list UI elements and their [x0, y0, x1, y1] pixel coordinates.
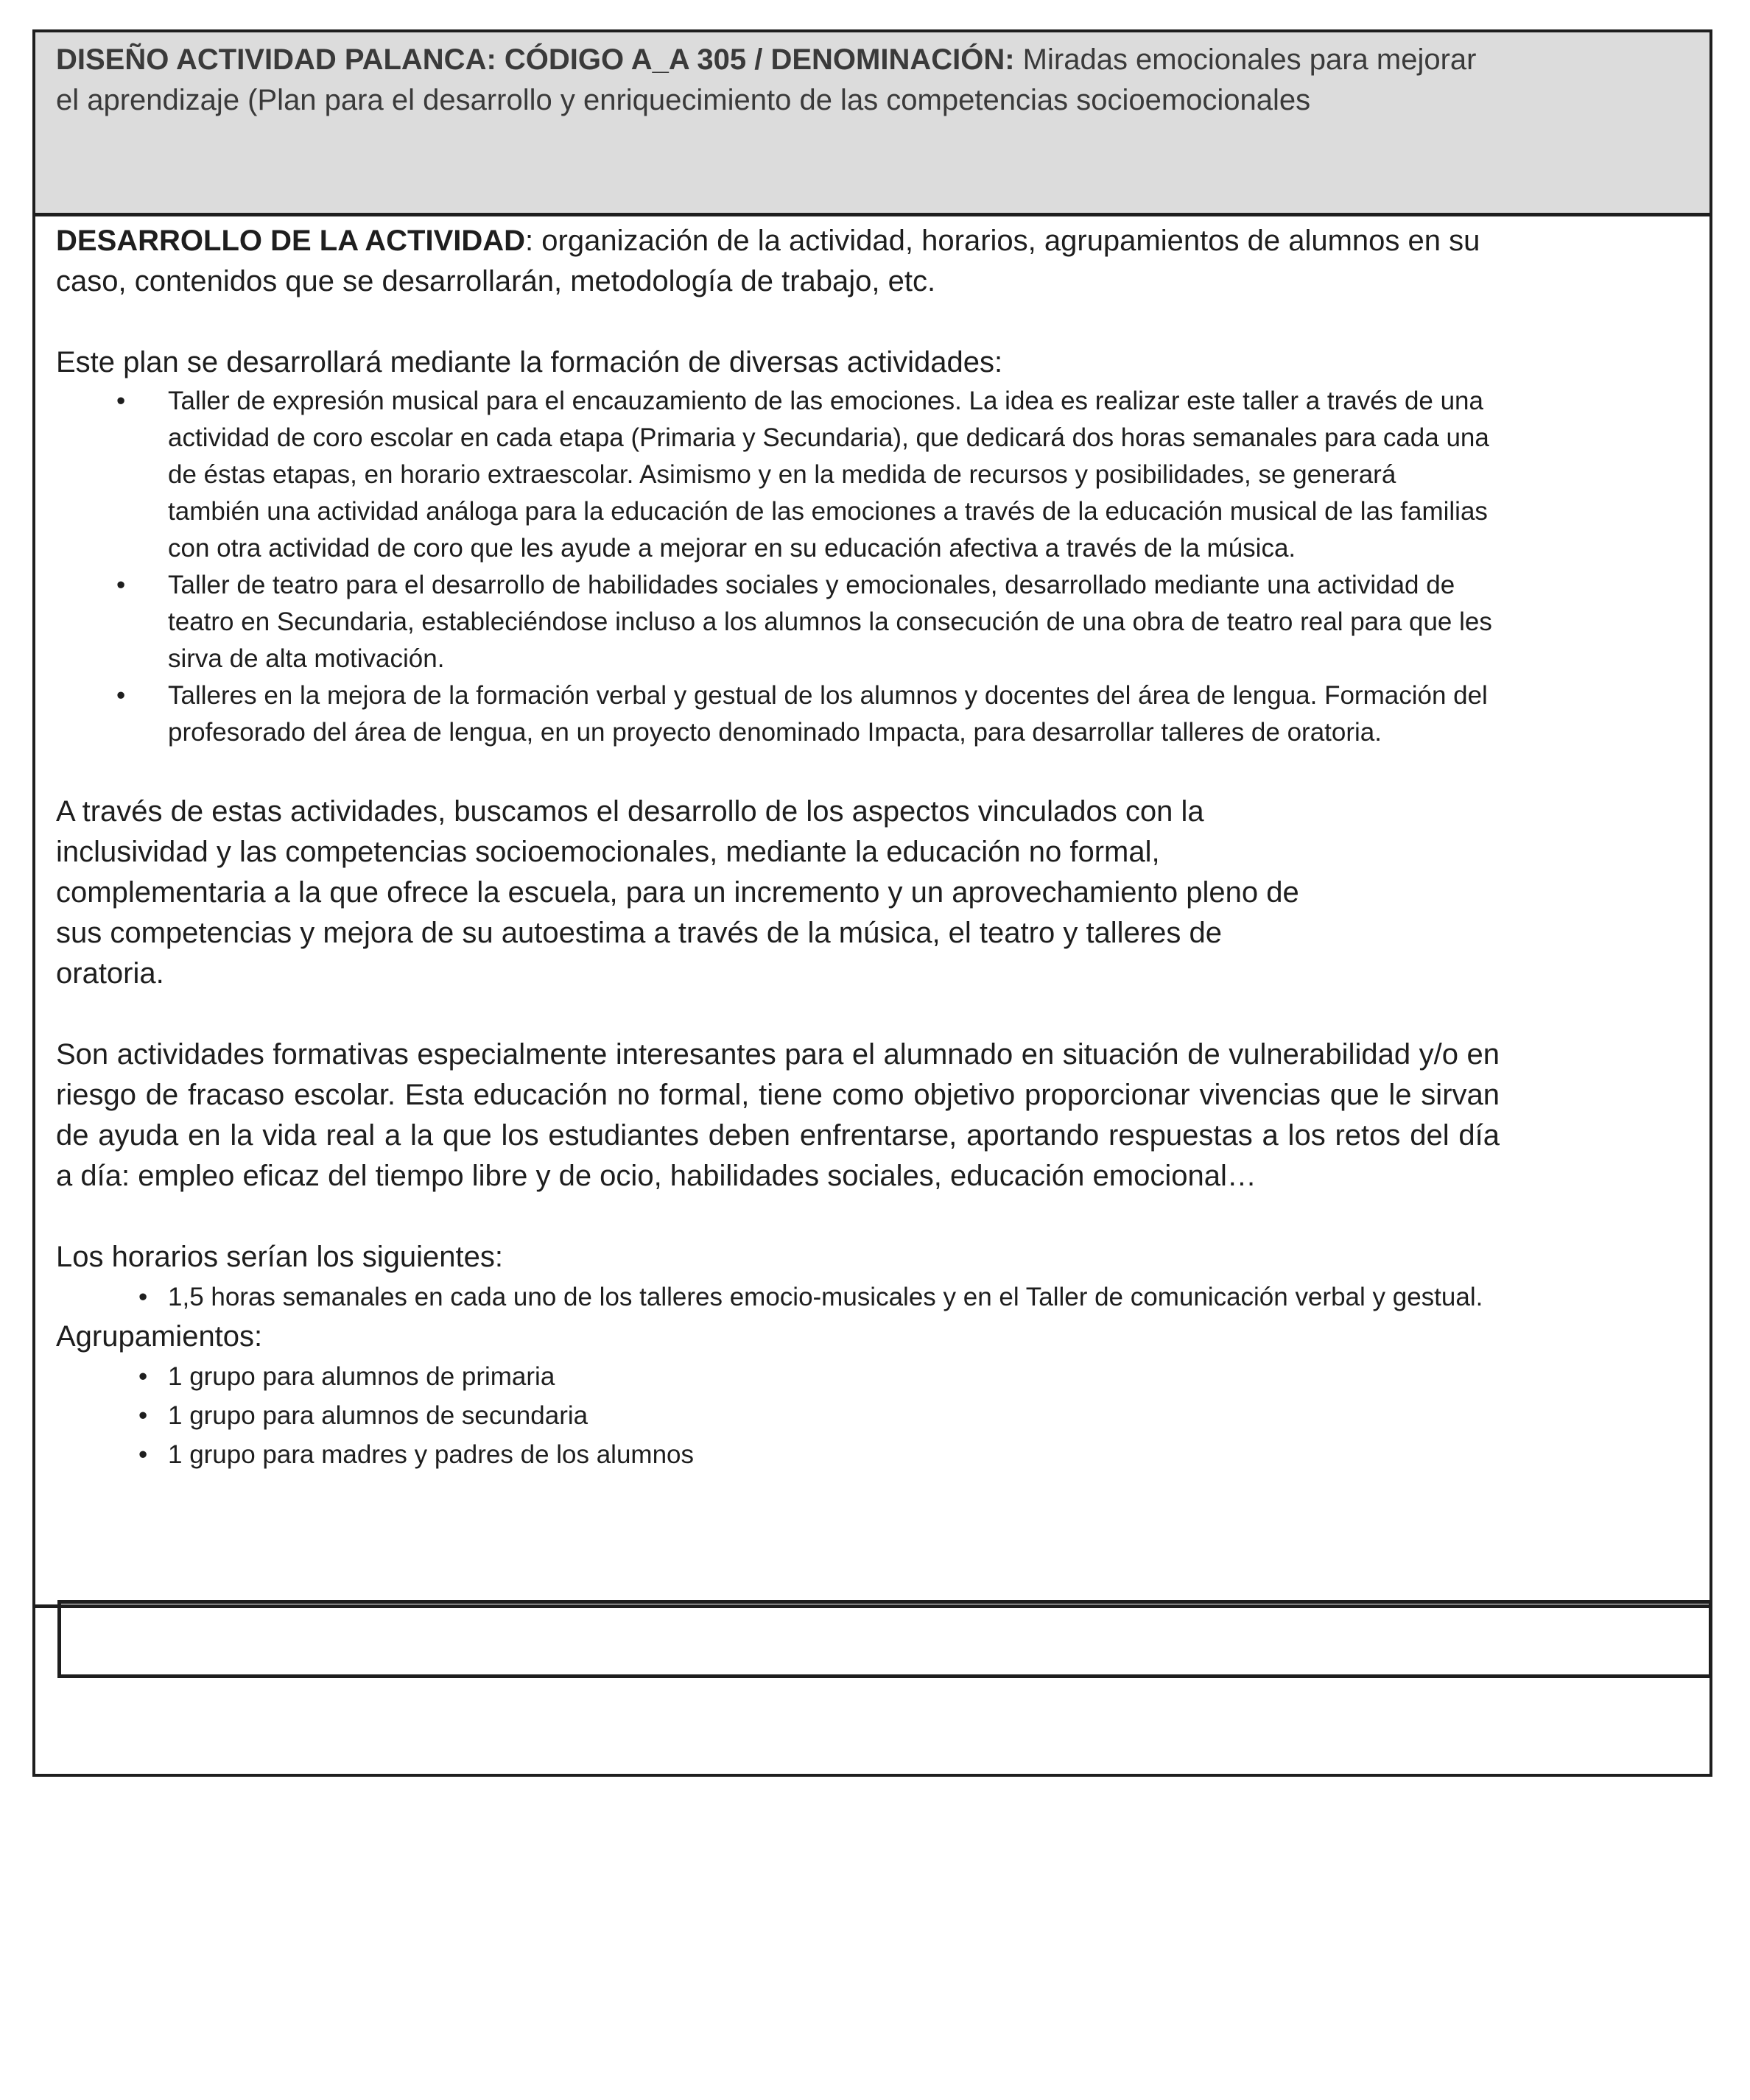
schedule-heading: Los horarios serían los siguientes:	[56, 1241, 503, 1273]
list-item: • 1 grupo para madres y padres de los alumnos	[56, 1435, 1709, 1474]
development-row	[35, 216, 1709, 1608]
list-item: • 1 grupo para alumnos de primaria	[56, 1357, 1709, 1396]
title-label: DISEÑO ACTIVIDAD PALANCA: CÓDIGO A_A 305 / DENOMINACIÓN:	[56, 43, 1015, 76]
list-item: • 1 grupo para alumnos de secundaria	[56, 1396, 1709, 1435]
paragraph: A través de estas actividades, buscamos el desarrollo de los aspectos vinculados con la inclusividad y las competencias socioemocionales, mediante la educación no formal, complementaria a la que ofrece la escuela, para un incremento y un aprovechamiento pleno de sus competencias y mejora de su autoestima a través de la música, el teatro y talleres de oratoria.	[56, 795, 1299, 990]
section-heading	[56, 221, 1500, 302]
activity-title	[56, 40, 1492, 121]
section-text: : organización de la actividad, horarios, agrupamientos de alumnos en su caso, contenidos que se desarrollarán, metodología de trabajo, etc.	[56, 225, 1480, 297]
activity-table	[32, 29, 1712, 1777]
schedule-list	[56, 1278, 1709, 1317]
list-item: • Taller de teatro para el desarrollo de habilidades sociales y emocionales, desarrollado mediante una actividad de teatro en Secundaria, estableciéndose incluso a los alumnos la consecución de una obra de teatro real para que les sirva de alta motivación.	[56, 567, 1494, 677]
title-text: Miradas emocionales para mejorar el aprendizaje (Plan para el desarrollo y enriquecimiento de las competencias socioemocionales	[56, 43, 1477, 116]
header-row	[35, 32, 1709, 216]
list-item: • 1,5 horas semanales en cada uno de los talleres emocio-musicales y en el Taller de comunicación verbal y gestual.	[56, 1278, 1709, 1317]
activities-list	[56, 383, 1709, 751]
groups-heading: Agrupamientos:	[56, 1320, 263, 1353]
list-item: • Taller de expresión musical para el encauzamiento de las emociones. La idea es realizar este taller a través de una actividad de coro escolar en cada etapa (Primaria y Secundaria), que dedicará dos horas semanales para cada una de éstas etapas, en horario extraescolar. Asimismo y en la medida de recursos y posibilidades, se generará también una actividad análoga para la educación de las emociones a través de la educación musical de las familias con otra actividad de coro que les ayude a mejorar en su educación afectiva a través de la música.	[56, 383, 1494, 567]
groups-list	[56, 1357, 1709, 1474]
section-label: DESARROLLO DE LA ACTIVIDAD	[56, 225, 526, 257]
empty-inner-box	[57, 1600, 1712, 1678]
paragraph: Son actividades formativas especialmente interesantes para el alumnado en situación de vulnerabilidad y/o en riesgo de fracaso escolar. Esta educación no formal, tiene como objetivo proporcionar vivencias que le sirvan de ayuda en la vida real a la que los estudiantes deben enfrentarse, aportando respuestas a los retos del día a día: empleo eficaz del tiempo libre y de ocio, habilidades sociales, educación emocional…	[56, 1038, 1500, 1192]
intro-text: Este plan se desarrollará mediante la formación de diversas actividades:	[56, 346, 1003, 378]
list-item: • Talleres en la mejora de la formación verbal y gestual de los alumnos y docentes del área de lengua. Formación del profesorado del área de lengua, en un proyecto denominado Impacta, para desarrollar talleres de oratoria.	[56, 677, 1494, 751]
